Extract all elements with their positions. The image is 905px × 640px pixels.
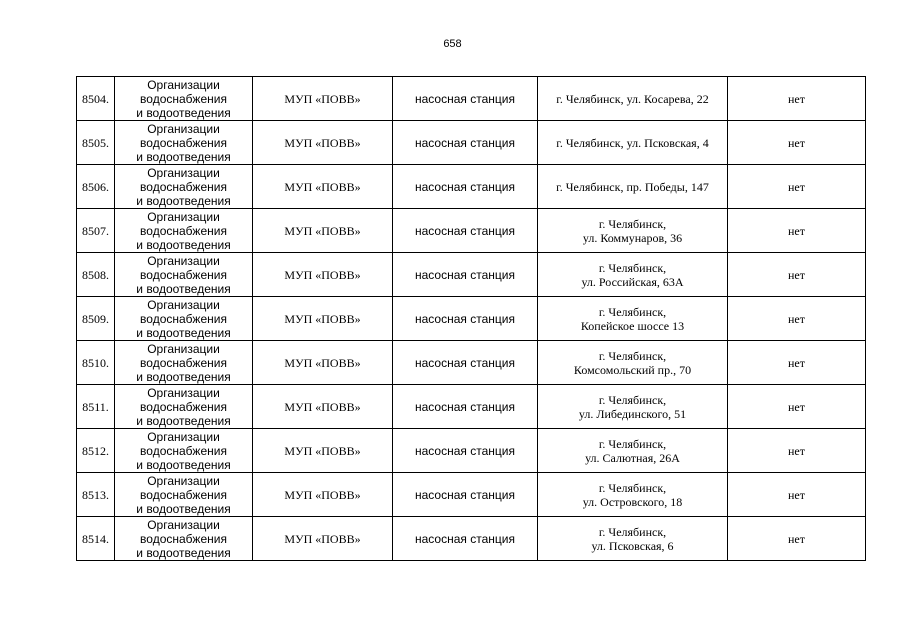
cell-organization-category [115, 517, 253, 561]
cell-owner: МУП «ПОВВ» [253, 385, 393, 429]
cell-address [538, 385, 728, 429]
address-line: г. Челябинск, [598, 260, 667, 275]
table-row [77, 341, 866, 385]
cell-owner: МУП «ПОВВ» [253, 253, 393, 297]
table-row [77, 297, 866, 341]
table-row [77, 165, 866, 209]
table-row [77, 429, 866, 473]
organization-category-line: водоснабжения [140, 135, 227, 150]
address-line: ул. Либединского, 51 [578, 406, 687, 421]
cell-organization-category [115, 429, 253, 473]
cell-record-number: 8510. [77, 341, 115, 385]
table-row [77, 77, 866, 121]
address-line: ул. Островского, 18 [582, 494, 683, 509]
organization-category-line: водоснабжения [140, 223, 227, 238]
cell-address [538, 253, 728, 297]
organization-category-line: Организации [147, 385, 220, 400]
address-line: г. Челябинск, [598, 304, 667, 319]
table-row [77, 121, 866, 165]
cell-organization-category [115, 165, 253, 209]
cell-flag: нет [728, 473, 866, 517]
cell-flag: нет [728, 165, 866, 209]
registry-table [76, 76, 866, 561]
table-row [77, 209, 866, 253]
address-line: г. Челябинск, [598, 216, 667, 231]
organization-category-line: водоснабжения [140, 443, 227, 458]
cell-owner: МУП «ПОВВ» [253, 473, 393, 517]
cell-flag: нет [728, 77, 866, 121]
table-row [77, 253, 866, 297]
address-line: г. Челябинск, [598, 524, 667, 539]
cell-record-number: 8512. [77, 429, 115, 473]
cell-owner: МУП «ПОВВ» [253, 341, 393, 385]
cell-record-number: 8505. [77, 121, 115, 165]
cell-record-number: 8511. [77, 385, 115, 429]
cell-record-number: 8508. [77, 253, 115, 297]
cell-object-type: насосная станция [393, 473, 538, 517]
cell-owner: МУП «ПОВВ» [253, 165, 393, 209]
cell-flag: нет [728, 429, 866, 473]
cell-record-number: 8513. [77, 473, 115, 517]
organization-category-line: и водоотведения [136, 281, 231, 296]
cell-flag: нет [728, 385, 866, 429]
organization-category-line: и водоотведения [136, 413, 231, 428]
cell-address [538, 121, 728, 165]
organization-category-line: и водоотведения [136, 369, 231, 384]
cell-address [538, 517, 728, 561]
cell-owner: МУП «ПОВВ» [253, 77, 393, 121]
cell-organization-category [115, 385, 253, 429]
cell-flag: нет [728, 121, 866, 165]
registry-table-body [77, 77, 866, 561]
address-line: ул. Салютная, 26А [585, 450, 680, 465]
page-number: 658 [443, 38, 462, 50]
cell-object-type: насосная станция [393, 385, 538, 429]
cell-flag: нет [728, 209, 866, 253]
cell-owner: МУП «ПОВВ» [253, 121, 393, 165]
cell-record-number: 8504. [77, 77, 115, 121]
cell-record-number: 8506. [77, 165, 115, 209]
organization-category-line: Организации [147, 297, 220, 312]
organization-category-line: и водоотведения [136, 149, 231, 164]
cell-object-type: насосная станция [393, 209, 538, 253]
address-line: ул. Коммунаров, 36 [582, 230, 683, 245]
address-line: г. Челябинск, [598, 436, 667, 451]
address-line: г. Челябинск, [598, 392, 667, 407]
cell-object-type: насосная станция [393, 121, 538, 165]
address-line: г. Челябинск, [598, 348, 667, 363]
cell-flag: нет [728, 297, 866, 341]
organization-category-line: Организации [147, 121, 220, 136]
table-row [77, 517, 866, 561]
cell-object-type: насосная станция [393, 297, 538, 341]
cell-organization-category [115, 77, 253, 121]
cell-object-type: насосная станция [393, 341, 538, 385]
cell-address [538, 297, 728, 341]
address-line: ул. Псковская, 6 [591, 538, 674, 553]
organization-category-line: Организации [147, 165, 220, 180]
organization-category-line: и водоотведения [136, 193, 231, 208]
cell-organization-category [115, 297, 253, 341]
cell-owner: МУП «ПОВВ» [253, 209, 393, 253]
cell-record-number: 8514. [77, 517, 115, 561]
cell-flag: нет [728, 341, 866, 385]
cell-owner: МУП «ПОВВ» [253, 517, 393, 561]
organization-category-line: и водоотведения [136, 325, 231, 340]
cell-address [538, 429, 728, 473]
organization-category-line: водоснабжения [140, 311, 227, 326]
address-line: ул. Российская, 63А [581, 274, 684, 289]
address-line: г. Челябинск, ул. Косарева, 22 [556, 91, 709, 106]
organization-category-line: Организации [147, 429, 220, 444]
address-line: Комсомольский пр., 70 [573, 362, 692, 377]
cell-address [538, 341, 728, 385]
cell-record-number: 8507. [77, 209, 115, 253]
address-line: г. Челябинск, [598, 480, 667, 495]
organization-category-line: и водоотведения [136, 105, 231, 120]
cell-object-type: насосная станция [393, 165, 538, 209]
cell-address [538, 473, 728, 517]
organization-category-line: водоснабжения [140, 399, 227, 414]
organization-category-line: Организации [147, 341, 220, 356]
cell-organization-category [115, 121, 253, 165]
organization-category-line: и водоотведения [136, 237, 231, 252]
cell-object-type: насосная станция [393, 253, 538, 297]
address-line: г. Челябинск, пр. Победы, 147 [556, 179, 709, 194]
cell-address [538, 165, 728, 209]
organization-category-line: Организации [147, 253, 220, 268]
cell-flag: нет [728, 517, 866, 561]
cell-flag: нет [728, 253, 866, 297]
cell-object-type: насосная станция [393, 517, 538, 561]
organization-category-line: водоснабжения [140, 487, 227, 502]
organization-category-line: водоснабжения [140, 179, 227, 194]
organization-category-line: Организации [147, 77, 220, 92]
table-row [77, 385, 866, 429]
organization-category-line: Организации [147, 473, 220, 488]
organization-category-line: водоснабжения [140, 355, 227, 370]
cell-object-type: насосная станция [393, 429, 538, 473]
cell-record-number: 8509. [77, 297, 115, 341]
cell-owner: МУП «ПОВВ» [253, 297, 393, 341]
cell-owner: МУП «ПОВВ» [253, 429, 393, 473]
cell-address [538, 77, 728, 121]
organization-category-line: водоснабжения [140, 91, 227, 106]
cell-organization-category [115, 253, 253, 297]
organization-category-line: и водоотведения [136, 545, 231, 560]
cell-organization-category [115, 341, 253, 385]
cell-organization-category [115, 209, 253, 253]
table-row [77, 473, 866, 517]
organization-category-line: водоснабжения [140, 267, 227, 282]
organization-category-line: и водоотведения [136, 501, 231, 516]
organization-category-line: и водоотведения [136, 457, 231, 472]
address-line: г. Челябинск, ул. Псковская, 4 [556, 135, 709, 150]
cell-organization-category [115, 473, 253, 517]
organization-category-line: водоснабжения [140, 531, 227, 546]
cell-address [538, 209, 728, 253]
address-line: Копейское шоссе 13 [580, 318, 685, 333]
organization-category-line: Организации [147, 209, 220, 224]
cell-object-type: насосная станция [393, 77, 538, 121]
organization-category-line: Организации [147, 517, 220, 532]
